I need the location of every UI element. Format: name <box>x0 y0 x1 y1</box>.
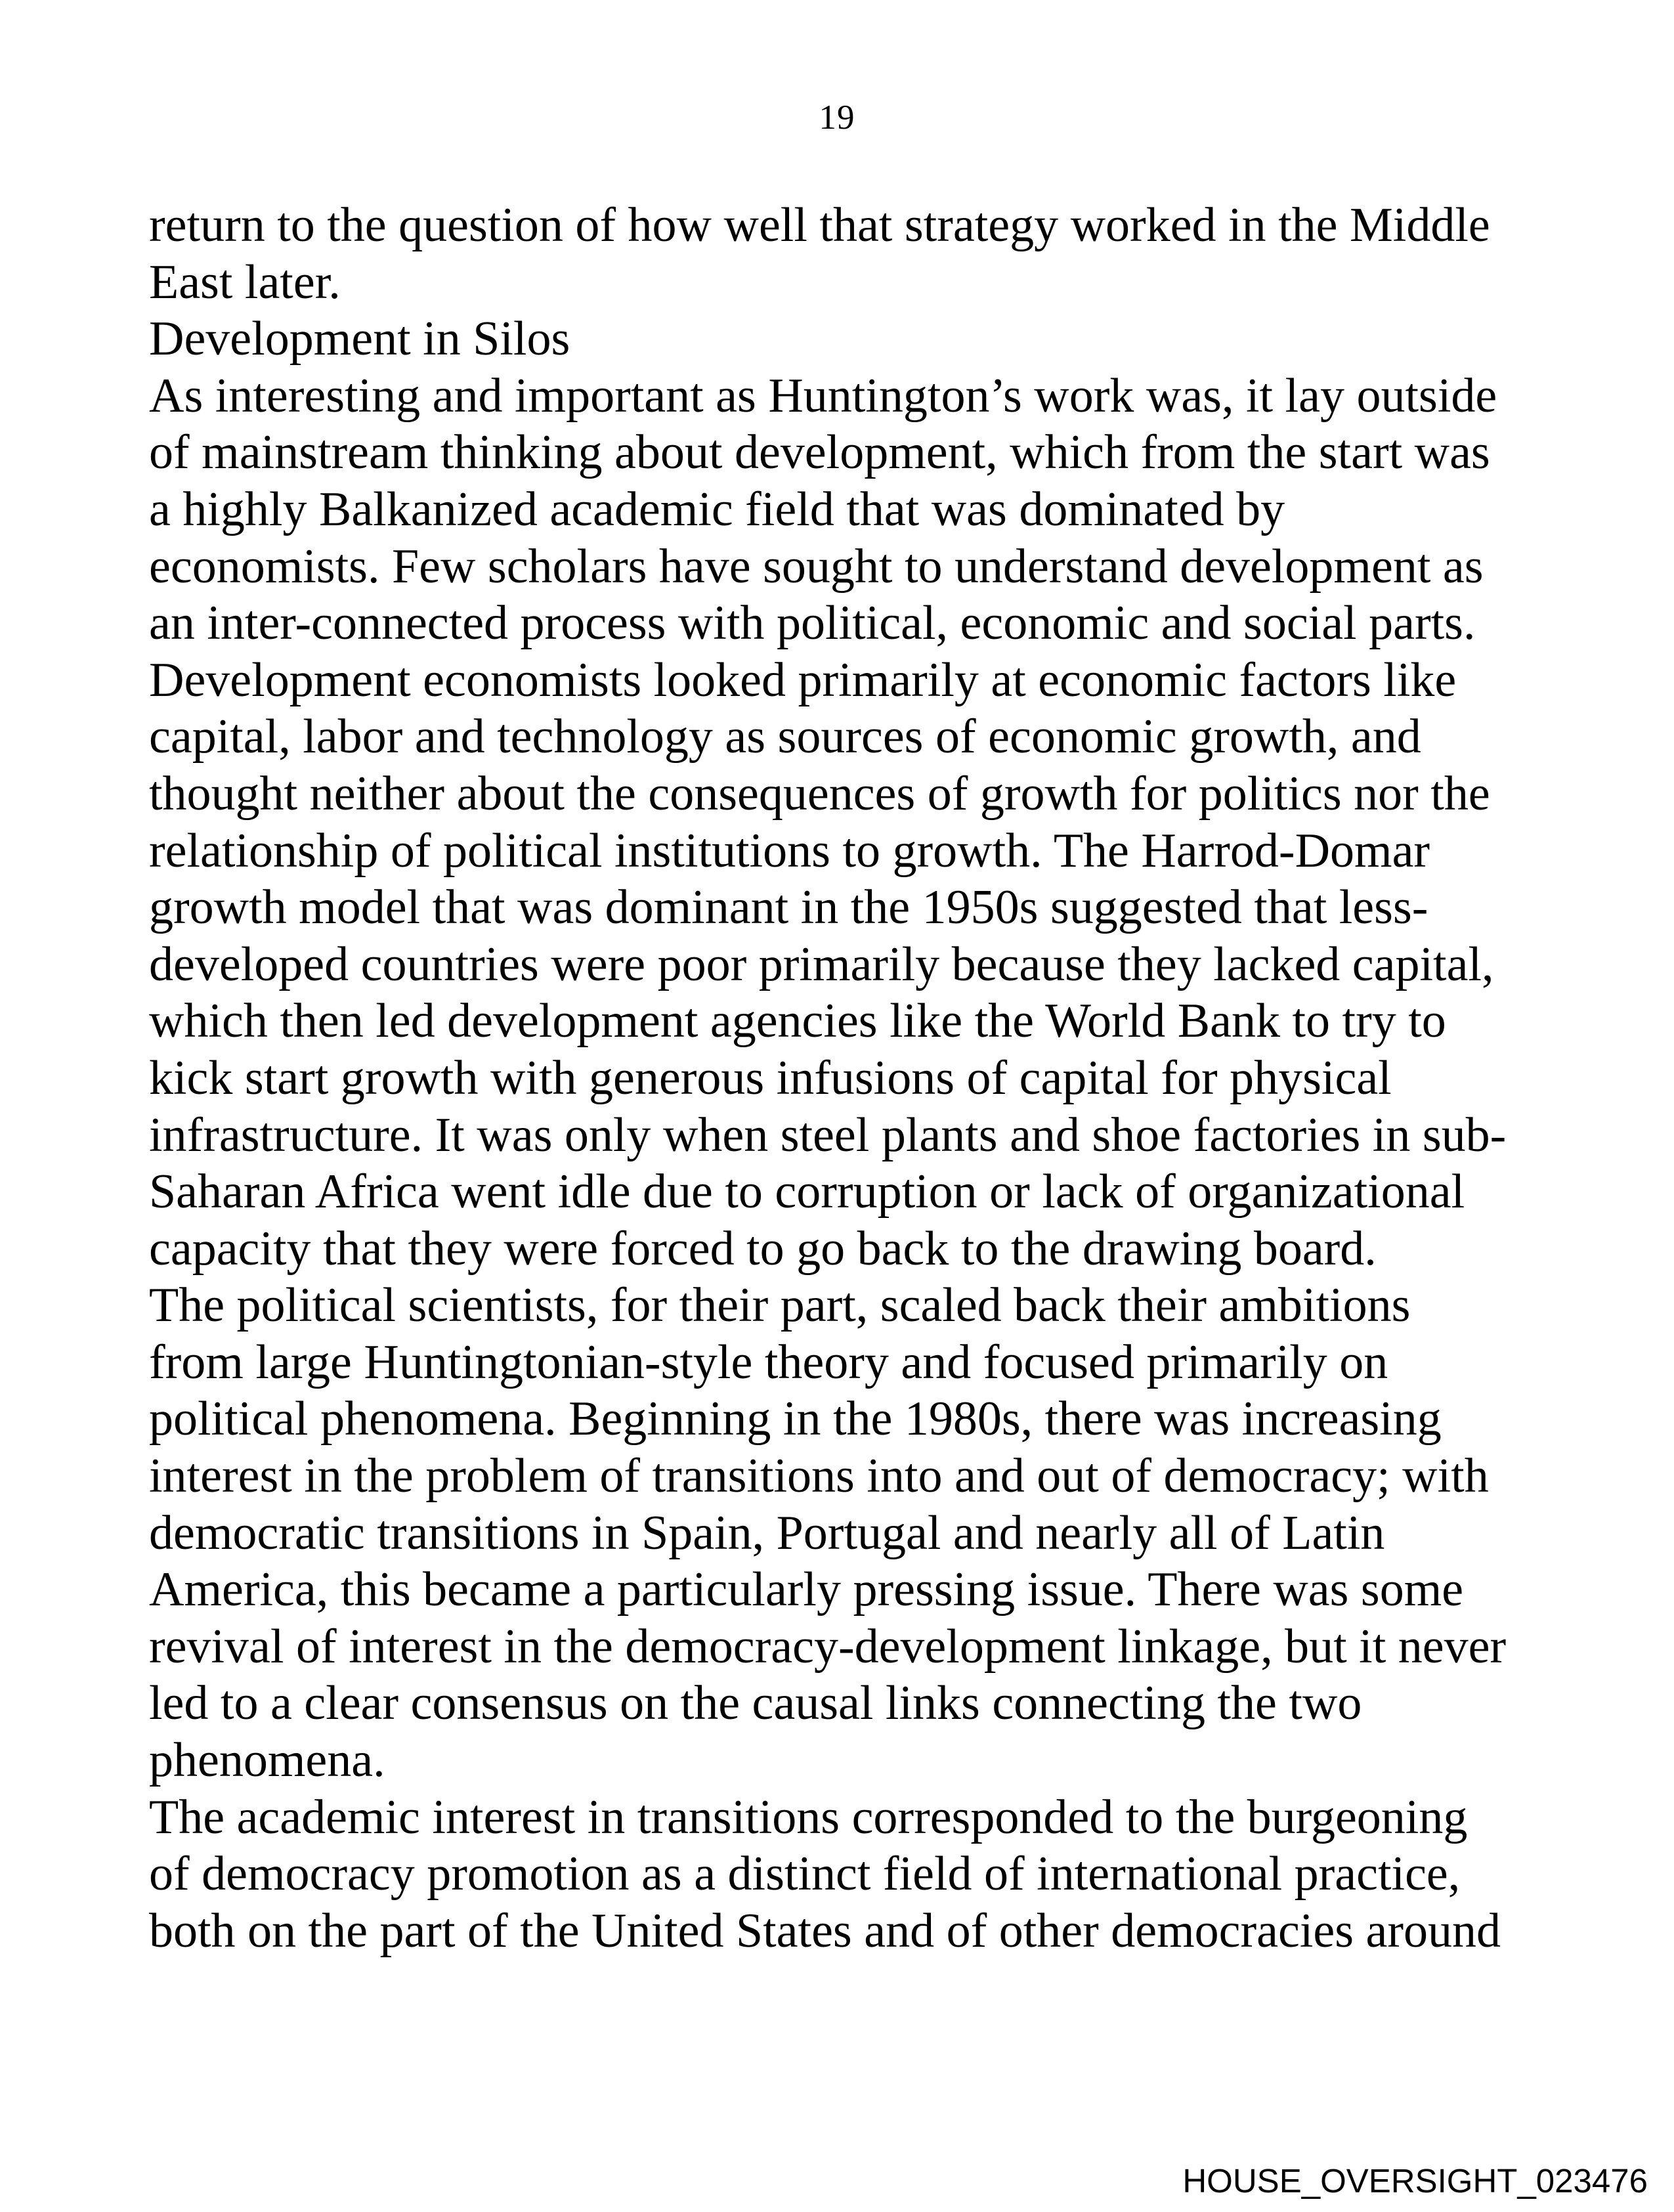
text-line: democratic transitions in Spain, Portugal and nearly all of Latin <box>149 1506 1385 1560</box>
text-line: of mainstream thinking about development, which from the start was <box>149 425 1490 480</box>
text-line: political phenomena. Beginning in the 1980s, there was increasing <box>149 1392 1442 1446</box>
text-line: capacity that they were forced to go back to the drawing board. <box>149 1221 1377 1276</box>
text-line: growth model that was dominant in the 1950s suggested that less- <box>149 880 1428 935</box>
text-line: a highly Balkanized academic field that was dominated by <box>149 482 1285 536</box>
page-number: 19 <box>819 98 855 137</box>
text-line: Development in Silos <box>149 312 570 366</box>
text-line: both on the part of the United States and of other democracies around <box>149 1903 1501 1958</box>
text-line: of democracy promotion as a distinct field of international practice, <box>149 1847 1461 1901</box>
text-line: led to a clear consensus on the causal links connecting the two <box>149 1676 1362 1731</box>
text-line: Saharan Africa went idle due to corruption or lack of organizational <box>149 1165 1465 1219</box>
text-line: As interesting and important as Huntington’s work was, it lay outside <box>149 368 1497 423</box>
text-line: relationship of political institutions to growth. The Harrod-Domar <box>149 823 1430 878</box>
text-line: developed countries were poor primarily because they lacked capital, <box>149 937 1494 991</box>
text-line: Development economists looked primarily at economic factors like <box>149 653 1457 707</box>
text-line: which then led development agencies like the World Bank to try to <box>149 994 1446 1049</box>
text-line: return to the question of how well that strategy worked in the Middle <box>149 198 1490 252</box>
text-line: The political scientists, for their part, scaled back their ambitions <box>149 1278 1411 1333</box>
body-text <box>149 197 1593 1959</box>
text-line: thought neither about the consequences of growth for politics nor the <box>149 766 1490 821</box>
text-line: revival of interest in the democracy-development linkage, but it never <box>149 1619 1507 1674</box>
text-line: kick start growth with generous infusions of capital for physical <box>149 1051 1392 1105</box>
bates-stamp: HOUSE_OVERSIGHT_023476 <box>1182 2162 1648 2200</box>
text-line: capital, labor and technology as sources of economic growth, and <box>149 710 1421 764</box>
text-line: phenomena. <box>149 1733 385 1788</box>
text-line: economists. Few scholars have sought to understand development as <box>149 539 1484 594</box>
text-line: The academic interest in transitions corresponded to the burgeoning <box>149 1790 1468 1844</box>
text-line: East later. <box>149 255 341 309</box>
text-line: interest in the problem of transitions into and out of democracy; with <box>149 1449 1489 1504</box>
text-line: America, this became a particularly pressing issue. There was some <box>149 1563 1464 1617</box>
text-line: an inter-connected process with political, economic and social parts. <box>149 596 1476 651</box>
text-line: from large Huntingtonian-style theory and focused primarily on <box>149 1335 1388 1389</box>
text-line: infrastructure. It was only when steel plants and shoe factories in sub- <box>149 1108 1507 1162</box>
